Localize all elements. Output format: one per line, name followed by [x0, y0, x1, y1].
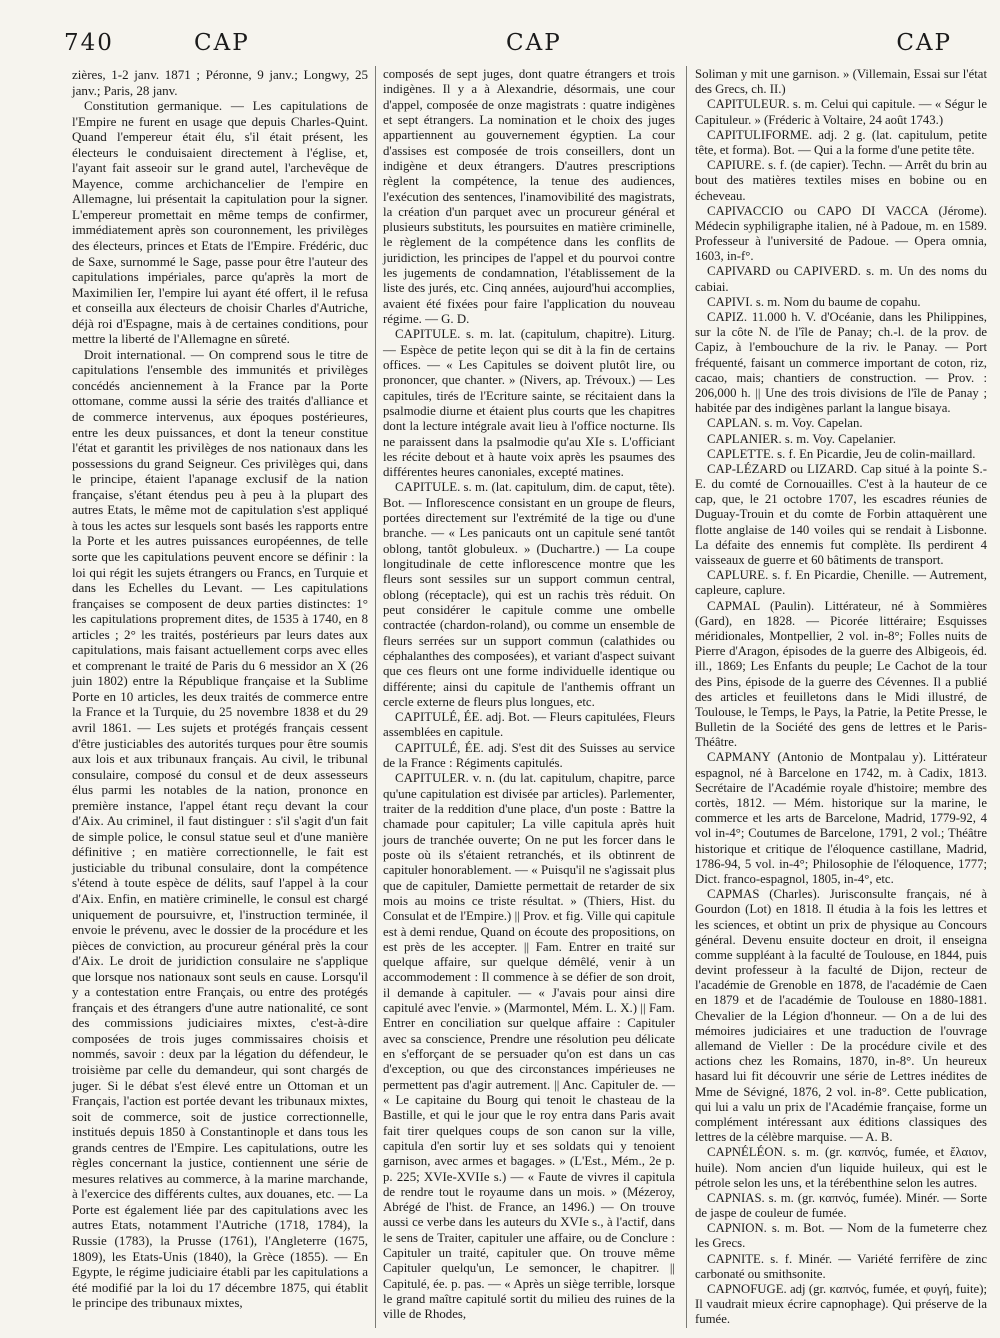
dictionary-entry: CAPITULEUR. s. m. Celui qui capitule. — « Ségur le Capituleur. » (Fréderic à Voltaire, 24 août 1743.) — [695, 97, 987, 127]
running-head-left: CAP — [194, 30, 250, 56]
dictionary-entry: CAPMAL (Paulin). Littérateur, né à Sommières (Gard), en 1828. — Picorée littéraire; Esquisses méridionales, Montpellier, 2 vol. in-8°; Folles nuits de Pierre d'Aragon, épisodes de la guerre des Albigeois, éd. ill., 1869; Les Enfants du peuple; Le Cachot de la tour des Pins, épisode de la guerre des Cévennes. Il a publié des articles et feuilletons dans le Midi illustré, de Toulouse, le Temps, le Pays, la Patrie, la Petite Presse, le Bulletin de la Société des gens de lettres et le Paris-Théâtre. — [695, 598, 987, 750]
page-number: 740 — [64, 30, 114, 56]
running-head-right: CAP — [896, 30, 952, 56]
dictionary-entry: CAPITULE. s. m. (lat. capitulum, dim. de caput, tête). Bot. — Inflorescence consistant en un groupe de fleurs, portées directement sur l'extrémité de la tige ou d'une branche. — « Les panicauts ont un capitule sené tantôt oblong, tantôt globuleux. » (Duchartre.) — La coupe longitudinale de cette inflorescence montre que les fleurs sont sessiles sur un support commun central, oblong (réceptacle), qui est un rachis très réduit. On peut considérer le capitule comme une ombelle contractée (chardon-roland), ou comme un ensemble de fleurs serrées sur un support commun (calathides ou céphalanthes des composées), et variant d'aspect suivant que ces fleurs ont une forme individuelle identique ou différente; ainsi du capitule de l'anthemis offrant un cercle externe de fleurs plus longues, etc. — [383, 480, 675, 709]
dictionary-entry: CAPIURE. s. f. (de capier). Techn. — Arrêt du brin au bout des matières textiles mises en bobine ou en écheveau. — [695, 158, 987, 203]
dictionary-entry: CAPLURE. s. f. En Picardie, Chenille. — Autrement, capleure, caplure. — [695, 568, 987, 598]
dictionary-entry: CAPITULIFORME. adj. 2 g. (lat. capitulum, petite tête, et forma). Bot. — Qui a la forme d'une petite tête. — [695, 127, 987, 157]
page-header — [64, 30, 952, 60]
paragraph: Constitution germanique. — Les capitulations de l'Empire ne furent en usage que depuis Charles-Quint. Quand l'empereur était élu, s'il était présent, les électeurs le conduisaient directement à l'église, et, l'ayant fait asseoir sur le grand autel, l'archevêque de Mayence, comme archichancelier de l'empire en Allemagne, lui présentait la capitulation pour la signer. L'empereur promettait en même temps de confirmer, immédiatement après son couronnement, les privilèges des électeurs, princes et Etats de l'Empire. Frédéric, duc de Saxe, surnommé le Sage, passe pour être l'auteur des capitulations impériales, parce qu'après la mort de Maximilien Ier, l'empire lui ayant été offert, il le refusa et conseilla aux électeurs de choisir Charles d'Autriche, déjà roi d'Espagne, mais à de certaines conditions, pour mettre la liberté de l'Allemagne en sûreté. — [72, 98, 368, 347]
dictionary-entry: CAPNITE. s. f. Minér. — Variété ferrifère de zinc carbonaté ou smithsonite. — [695, 1251, 987, 1281]
paragraph: Droit international. — On comprend sous le titre de capitulations l'ensemble des immunités et privilèges concédés anciennement à la France par la Porte ottomane, comme aussi la série des traités d'alliance et de commerce intervenus, aux époques postérieures, entre les deux puissances, et dont la teneur constitue l'état et garantit les privilèges de nos nationaux dans les possessions du grand Seigneur. Ces privilèges qui, dans le principe, étaient l'apanage exclusif de la nation française, s'étant étendus peu à peu à la plupart des autres Etats, le même mot de capitulation s'est appliqué à tous les actes sur lesquels sont basés les rapports entre la Porte et les autres puissances européennes, de telle sorte que les capitulations peuvent encore se définir : la loi qui régit les sujets étrangers ou Francs, en Turquie et dans les Echelles du Levant. — Les capitulations françaises se composent de deux parties distinctes: 1° les capitulations proprement dites, de 1535 à 1740, en 8 articles ; 2° les traités, postérieurs par leurs dates aux capitulations, mais faisant actuellement corps avec elles et comprenant le traité de Paris du 6 messidor an X (26 juin 1802) entre la République française et la Sublime Porte en 10 articles, les deux traités de commerce entre la France et la Turquie, du 25 novembre 1838 et du 29 avril 1861. — Les sujets et protégés français cessent d'être justiciables des autorités turques pour être soumis aux lois et aux tribunaux français. Au civil, le tribunal consulaire, composé du consul et de deux assesseurs élus parmi les notables de la nation, prononce en première instance, l'appel étant reçu devant la cour d'Aix. Au criminel, il faut distinguer : s'il s'agit d'un fait de simple police, le consul statue seul et d'une manière définitive ; en matière correctionnelle, le fait est justiciable du tribunal consulaire, dont la compétence s'étend à toute espèce de délits, sauf l'appel à la cour d'Aix. Enfin, en matière criminelle, le consul est chargé uniquement de poursuivre, et, l'instruction terminée, il envoie le prévenu, avec le dossier de la procédure et les pièces de conviction, au procureur général près la cour d'Aix. Le droit de juridiction consulaire ne s'applique que lorsque nos nationaux sont seuls en cause. Lorsqu'il y a contestation entre Français, ou entre des protégés français et des étrangers d'une autre nationalité, ce sont des commissions judiciaires mixtes, c'est-à-dire composées de trois juges commissaires choisis et nommés, savoir : deux par la légation du défendeur, le troisième par celle du demandeur, qui sont chargés de juger. Si le débat s'est élevé entre un Ottoman et un Français, l'action est portée devant les tribunaux mixtes, soit de commerce, soit de justice correctionnelle, institués depuis 1850 à Constantinople et dans tous les grands centres de l'Empire. Les capitulations, outre les règles concernant la justice, contiennent une série de mesures relatives au commerce, à la marine marchande, à l'exercice des différents cultes, aux douanes, etc. — La Porte est également liée par des capitulations avec les autres Etats, notamment l'Autriche (1718, 1784), la Russie (1783), la Prusse (1761), l'Angleterre (1675, 1809), les Etats-Unis (1840), la Grèce (1855). — En Egypte, le régime judiciaire établi par les capitulations a été modifié par la loi du 17 décembre 1875, qui établit le principe des tribunaux mixtes, — [72, 346, 368, 1311]
dictionary-entry: CAPMAS (Charles). Jurisconsulte français, né à Gourdon (Lot) en 1818. Il étudia à la fois les lettres et les sciences, et obtint un prix de physique au Concours général. Devenu ensuite docteur en droit, il enseigna comme suppléant à la faculté de Toulouse, en 1844, puis devint professeur à la faculté de Dijon, recteur de l'académie de Grenoble en 1878, de l'académie de Caen en 1879 et de l'académie de Toulouse en 1880-1881. Chevalier de la Légion d'honneur. — On a de lui des mémoires judiciaires et une traduction de l'ouvrage allemand de Vieller : De la procédure civile et des actions chez les Romains, 1870, in-8°. Un heureux hasard lui fit découvrir une série de Lettres inédites de Mme de Sévigné, 1876, 2 vol. in-8°. Cette publication, qui lui a valu un prix de l'Académie française, forme un complément intéressant aux éditions classiques des lettres de la célèbre marquise. — A. B. — [695, 887, 987, 1145]
running-head-center: CAP — [506, 30, 562, 56]
dictionary-entry: CAPIVARD ou CAPIVERD. s. m. Un des noms du cabiai. — [695, 264, 987, 294]
dictionary-entry: CAPLETTE. s. f. En Picardie, Jeu de colin-maillard. — [707, 446, 976, 461]
dictionary-entry: CAPITULÉ, ÉE. adj. S'est dit des Suisses au service de la France : Régiments capitulés. — [383, 740, 675, 771]
paragraph: zières, 1-2 janv. 1871 ; Péronne, 9 janv.; Longwy, 25 janv.; Paris, 28 janv. — [72, 67, 368, 98]
dictionary-entry: CAPLAN. s. m. Voy. Capelan. — [707, 416, 863, 431]
dictionary-entry: CAPITULER. v. n. (du lat. capitulum, chapitre, parce qu'une capitulation est divisée par articles). Parlementer, traiter de la reddition d'une place, d'un poste : Battre la chamade pour capituler; La ville capitula après huit jours de tranchée ouverte; On ne put les forcer dans le poste où ils s'étaient retranchés, et ils obtinrent de capituler honorablement. — « Puisqu'il ne s'agissait plus que de capituler, Damiette permettait de retarder de six mois au moins ce triste résultat. » (Thiers, Hist. du Consulat et de l'Empire.) || Prov. et fig. Ville qui capitule est à demi rendue, Quand on écoute des propositions, on est près de les accepter. || Fam. Entrer en traité sur quelque affaire, sur quelque démêlé, venir à un accommodement : Il commence à se défier de son droit, il demande à capituler. — « J'avais pour ainsi dire capitulé avec l'envie. » (Marmontel, Mém. L. X.) || Fam. Entrer en conciliation sur quelque affaire : Capituler avec sa conscience, Prendre une résolution peu délicate en s'efforçant de se persuader qu'on est dans un cas d'exception, ou que des circonstances impérieuses ne permettent pas d'agir autrement. || Anc. Capituler de. — « Le capitaine du Bourg qui tenoit le chasteau de la Bastille, et qui le jour que le roy entra dans Paris avait fait tirer quelques coups de son canon sur la ville, capitula d'en sortir luy et ses soldats qui y tenoient garnison, avec armes et bagages. » (L'Est., Mém., 2e p. p. 225; XVIe-XVIIe s.) — « Faute de vivres il capitula de rendre tout le royaume dans un mois. » (Mézeroy, Abrégé de l'hist. de France, an 1496.) — On trouve aussi ce verbe dans les auteurs du XVIe s., à l'actif, dans le sens de Traiter, capituler une affaire, ou de Conclure : Capituler un traité, capituler que. On trouve même Capituler quelqu'un, Le semoncer, le chapitrer. || Capitulé, ée. p. pas. — « Après un siège terrible, lorsque le grand maître capitulé sortit du milieu des ruines de la ville de Rhodes, — [383, 771, 675, 1322]
dictionary-entry: CAPNION. s. m. Bot. — Nom de la fumeterre chez les Grecs. — [695, 1221, 987, 1251]
paragraph: composés de sept juges, dont quatre étrangers et trois indigènes. Il y a à Alexandrie, désormais, une cour d'appel, composée de onze magistrats : quatre indigènes et sept étrangers. La nomination et le choix des juges appartiennent au gouvernement égyptien. La cour d'assises est composée de trois conseillers, dont un indigène et deux étrangers. D'autres prescriptions règlent la compétence, la tenue des audiences, l'exécution des sentences, l'inamovibilité des magistrats, la création d'un parquet avec un procureur général et plusieurs substituts, les poursuites en matière criminelle, le règlement de la compétence dans les conflits de juridiction, les principes de l'appel et du pourvoi contre les jugements de condamnation, l'établissement de la liste des jurés, etc. Cinq années, aujourd'hui accomplies, avaient été fixées pour faire l'application du nouveau régime. — G. D. — [383, 67, 675, 326]
column-divider — [686, 66, 687, 1328]
dictionary-entry: CAPIVI. s. m. Nom du baume de copahu. — [707, 294, 921, 309]
dictionary-entry: CAPLANIER. s. m. Voy. Capelanier. — [707, 431, 896, 446]
column-2 — [383, 67, 675, 1323]
column-3 — [695, 67, 987, 1328]
dictionary-entry: CAPNÉLÉON. s. m. (gr. καπνός, fumée, et ἔλαιον, huile). Nom ancien d'un liquide huileux, qui est le pétrole selon les uns, et la térébenthine selon les autres. — [695, 1145, 987, 1190]
dictionary-entry: CAPMANY (Antonio de Montpalau y). Littérateur espagnol, né à Barcelone en 1742, m. à Cadix, 1813. Secrétaire de l'Académie royale d'histoire; membre des cortès, 1812. — Mém. historique sur la marine, le commerce et les arts de Barcelone, Madrid, 1779-92, 4 vol in-4°; Coutumes de Barcelone, 1791, 2 vol.; Théâtre historique et critique de l'éloquence castillane, Madrid, 1786-94, 5 vol. in-4°; Philosophie de l'éloquence, 1777; Dict. franco-espagnol, 1805, in-4°, etc. — [695, 750, 987, 886]
column-1 — [72, 67, 368, 1311]
dictionary-entry: CAPIVACCIO ou CAPO DI VACCA (Jérome). Médecin syphiligraphe italien, né à Padoue, m. en 1589. Professeur à l'université de Padoue. — Opera omnia, 1603, in-f°. — [695, 203, 987, 264]
dictionary-entry: CAPNOFUGE. adj (gr. καπνός, fumée, et φυγή, fuite); Il vaudrait mieux écrire capnophage). Qui préserve de la fumée. — [695, 1282, 987, 1327]
dictionary-entry: CAPIZ. 11.000 h. V. d'Océanie, dans les Philippines, sur la côte N. de l'île de Panay; ch.-l. de la prov. de Capiz, à l'embouchure de la riv. le Panay. — Port fréquenté, faisant un commerce important de coton, riz, cacao, mais; chantiers de construction. — Prov. : 206,000 h. || Une des trois divisions de l'île de Panay ; habitée par des indigènes parlant la langue bisaya. — [695, 310, 987, 416]
dictionary-entry: CAPITULE. s. m. lat. (capitulum, chapitre). Liturg. — Espèce de petite leçon qui se dit à la fin de certains offices. — « Les Capitules se doivent plutôt lire, ou prononcer, que chanter. » (Nivers, ap. Trévoux.) — Les capitules, tirés de l'Ecriture sainte, se récitaient dans la psalmodie diurne et étaient plus courts que les chapitres dont la lecture intégrale avait lieu à l'office nocturne. Ils ne paraissent dans la psalmodie qu'au XIe s. L'officiant les récite debout et à haute voix après les psaumes des différentes heures canoniales, excepté matines. — [383, 327, 675, 480]
paragraph: Soliman y mit une garnison. » (Villemain, Essai sur l'état des Grecs, ch. II.) — [695, 67, 987, 97]
dictionary-entry: CAPITULÉ, ÉE. adj. Bot. — Fleurs capitulées, Fleurs assemblées en capitule. — [383, 710, 675, 740]
column-divider — [375, 66, 376, 1328]
dictionary-entry: CAPNIAS. s. m. (gr. καπνός, fumée). Minér. — Sorte de jaspe de couleur de fumée. — [695, 1190, 987, 1221]
dictionary-entry: CAP-LÉZARD ou LIZARD. Cap situé à la pointe S.-E. du comté de Cornouailles. C'est à la hauteur de ce cap, que, le 21 octobre 1707, les escadres réunies de Duguay-Trouin et du comte de Forbin attaquèrent une flotte anglaise de 140 voiles qui se rendait à Lisbonne. La défaite des ennemis fut complète. Ils perdirent 4 vaisseaux de guerre et 60 bâtiments de transport. — [695, 461, 987, 567]
